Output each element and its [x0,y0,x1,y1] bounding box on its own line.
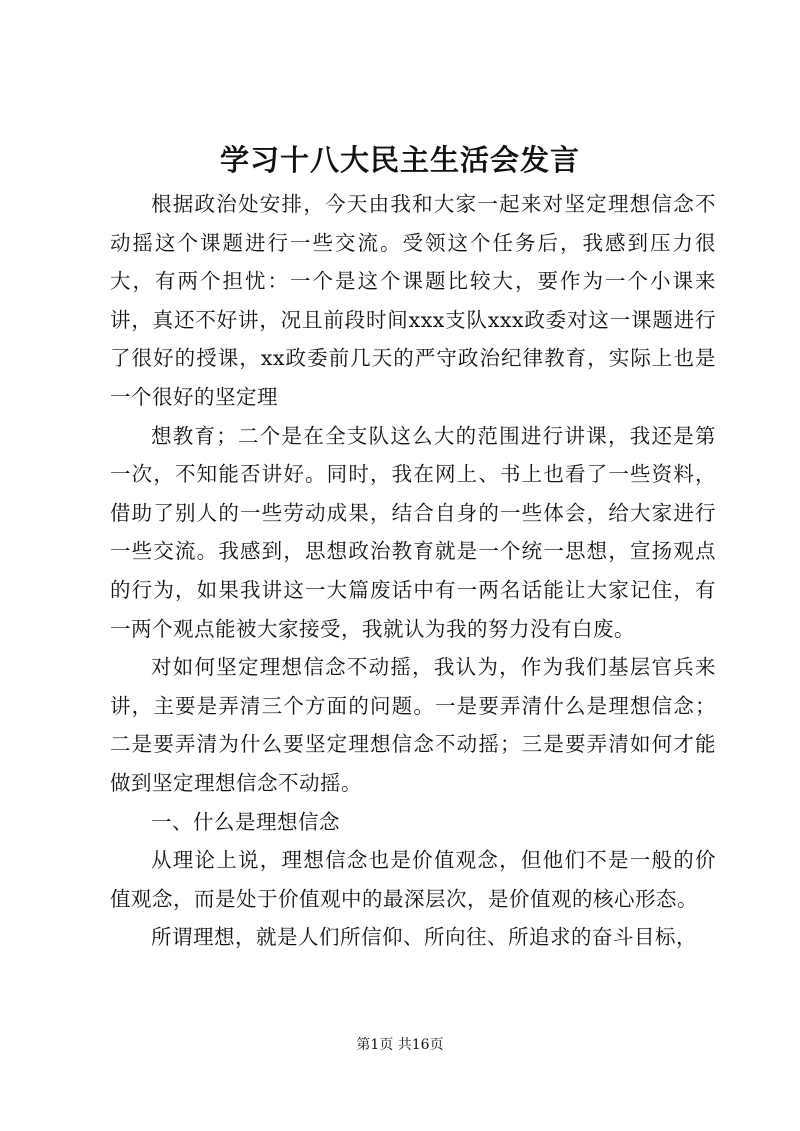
document-body [110,185,716,957]
paragraph-5: 所谓理想，就是人们所信仰、所向往、所追求的奋斗目标， [151,925,697,950]
document-title: 学习十八大民主生活会发言 [219,143,580,177]
section-heading: 一、什么是理想信念 [151,809,340,834]
paragraph-2: 想教育；二个是在全支队这么大的范围进行讲课，我还是第一次，不知能否讲好。同时，我在网上、书上也看了一些资料，借助了别人的一些劳动成果，结合自身的一些体会，给大家进行一些交流。我感到，思想政治教育就是一个统一思想，宣扬观点的行为，如果我讲这一大篇废话中有一两名话能让大家记住，有一两个观点能被大家接受，我就认为我的努力没有白废。 [110,423,716,641]
paragraph-1: 根据政治处安排，今天由我和大家一起来对坚定理想信念不动摇这个课题进行一些交流。受领这个任务后，我感到压力很大，有两个担忧：一个是这个课题比较大，要作为一个小课来讲，真还不好讲，况且前段时间xxx支队xxx政委对这一课题进行了很好的授课，xx政委前几天的严守政治纪律教育，实际上也是一个很好的坚定理 [110,192,716,409]
paragraph-4: 从理论上说，理想信念也是价值观念，但他们不是一般的价值观念，而是处于价值观中的最深层次，是价值观的核心形态。 [110,848,716,911]
page-footer: 第1页 共16页 [356,1037,444,1053]
paragraph-3: 对如何坚定理想信念不动摇，我认为，作为我们基层官兵来讲，主要是弄清三个方面的问题。一是要弄清什么是理想信念；二是要弄清为什么要坚定理想信念不动摇；三是要弄清如何才能做到坚定理想信念不动摇。 [110,655,716,795]
